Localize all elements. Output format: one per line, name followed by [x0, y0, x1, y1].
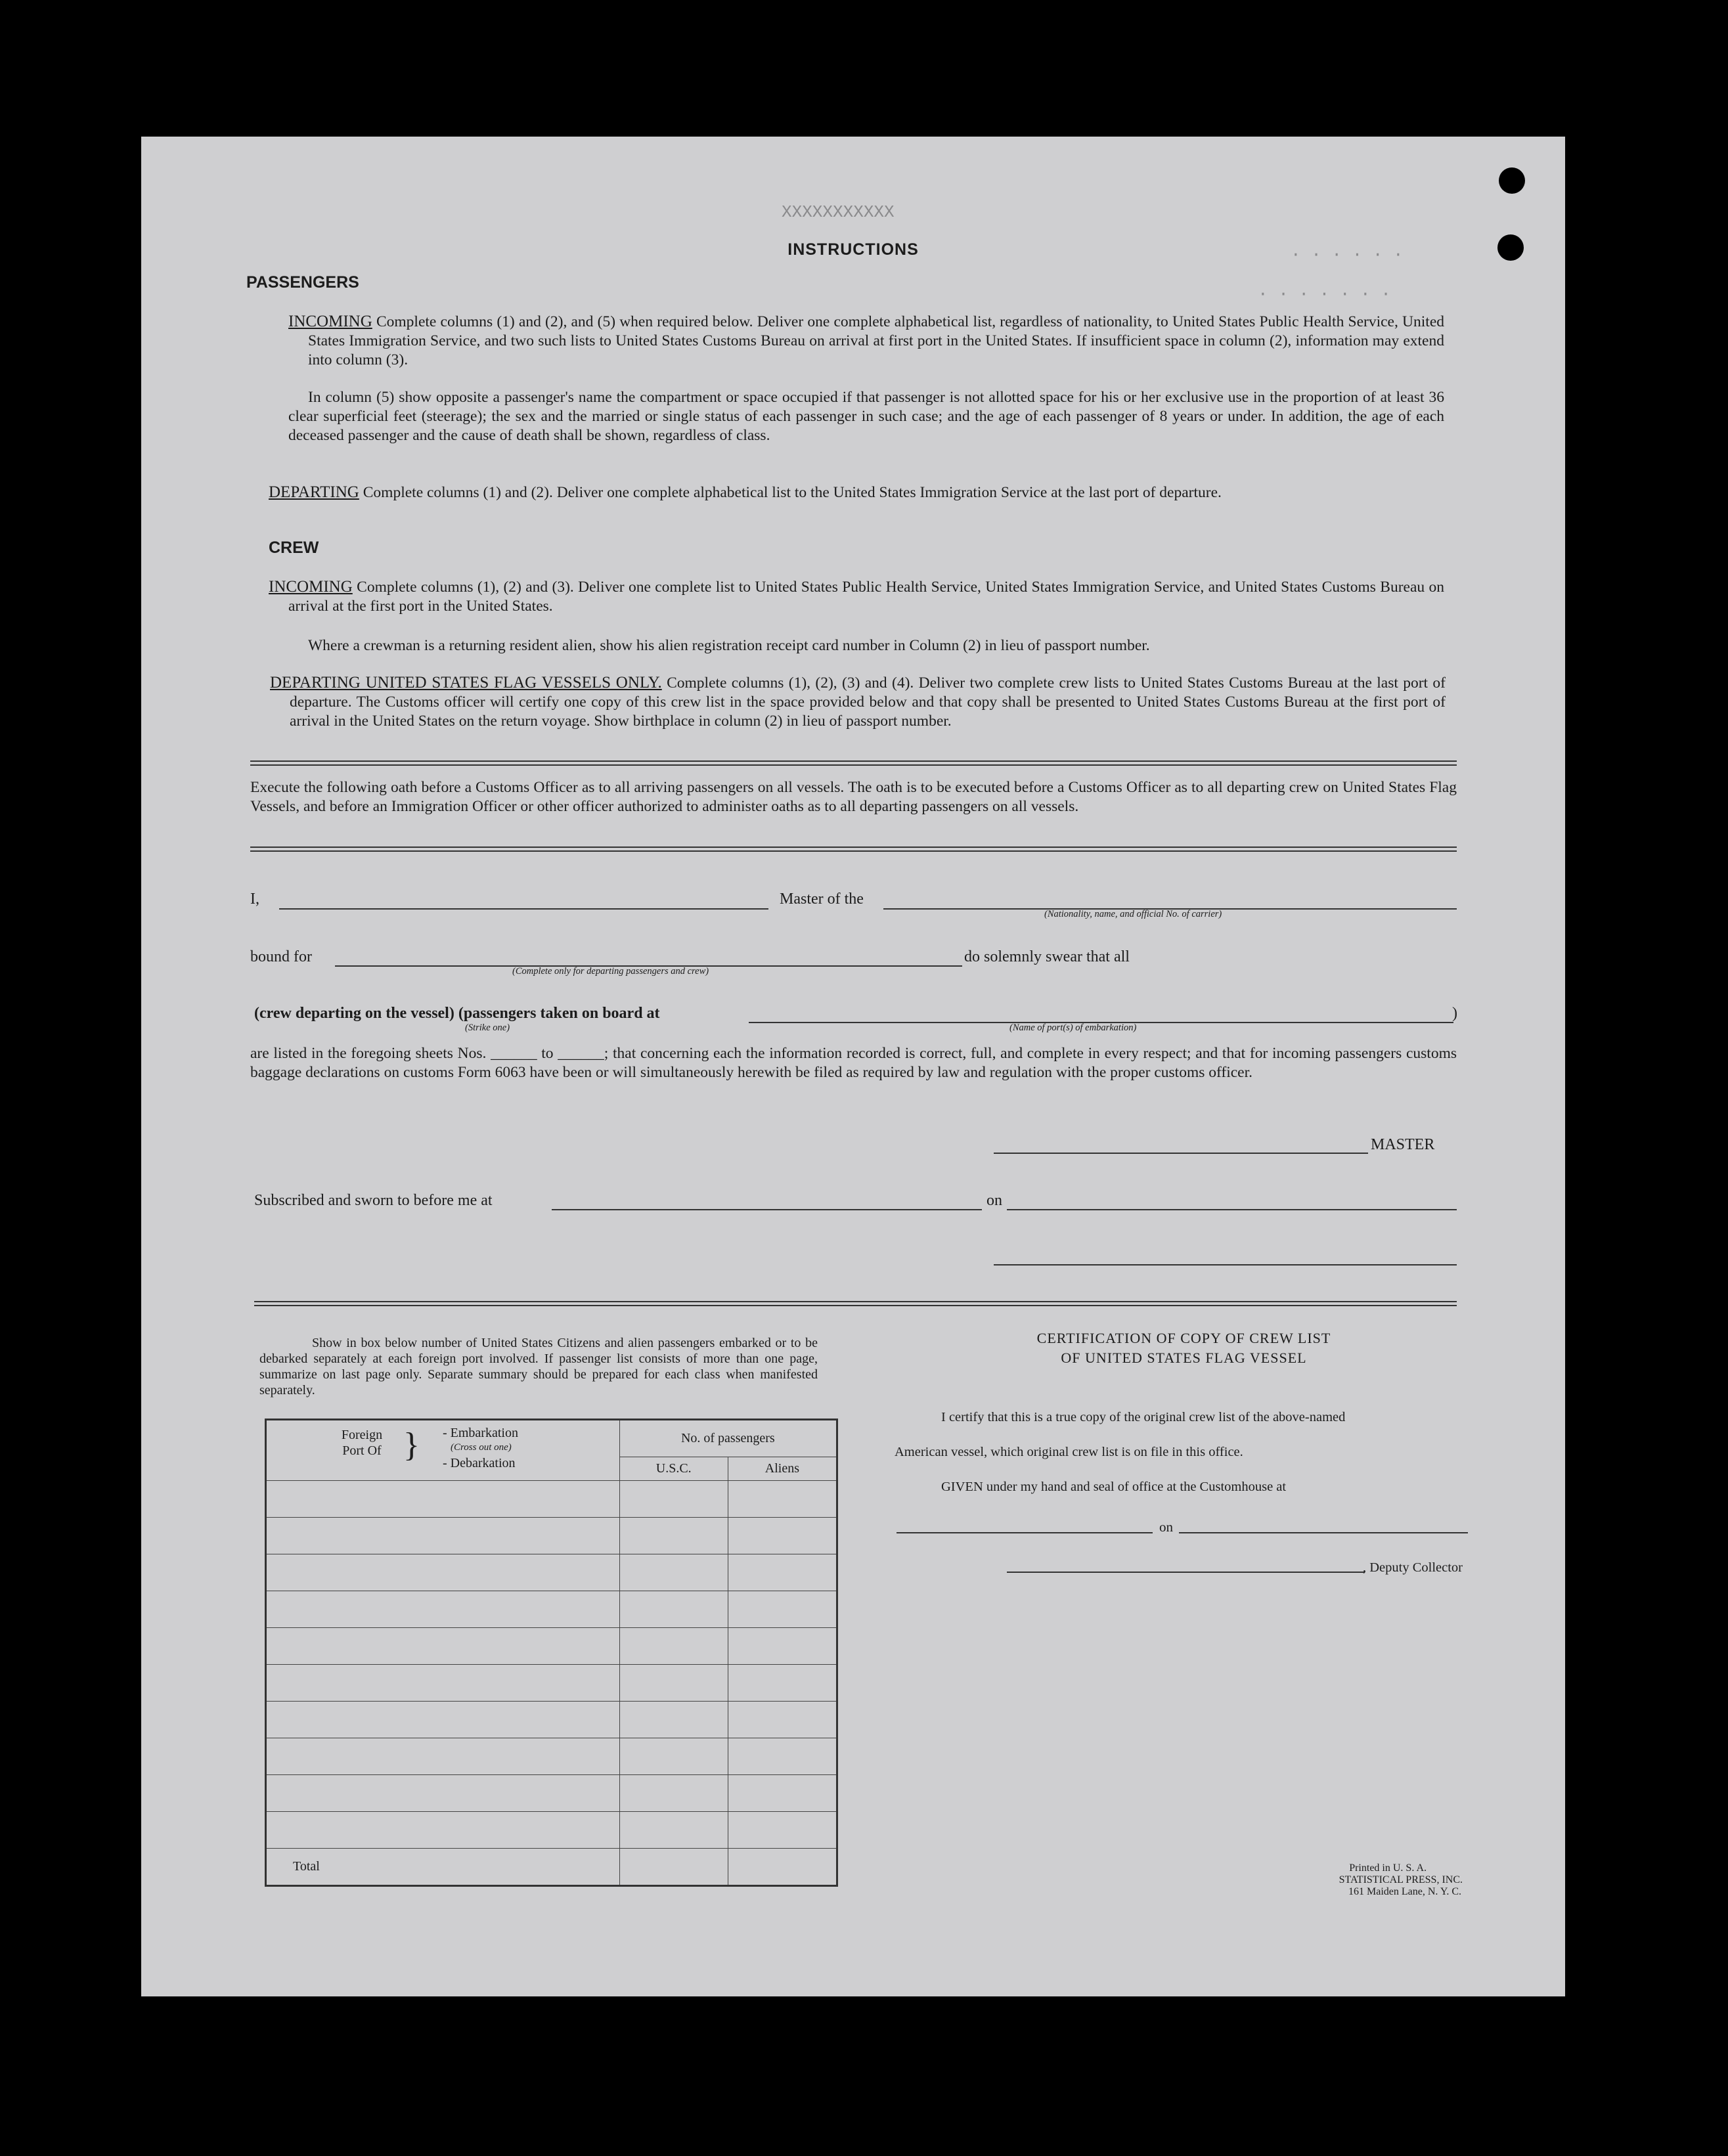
- debarkation-label: - Debarkation: [443, 1456, 516, 1470]
- section-divider: [250, 847, 1457, 848]
- no-of-passengers-header: No. of passengers: [619, 1420, 837, 1457]
- table-row: [266, 1775, 837, 1812]
- table-cell[interactable]: [266, 1665, 620, 1702]
- bleed-through-text: XXXXXXXXXXX: [782, 202, 895, 222]
- table-cell[interactable]: [619, 1628, 728, 1665]
- crew-departing-text: Complete columns (1), (2), (3) and (4). Deliver two complete crew lists to United States Customs Bureau at the last port of departure. The Customs officer will certify one copy of this crew list in the space provided below and that copy shall be presented to United States Customs Bureau at the first port of arrival in the United States on the return voyage. Show birthplace in column (2) in lieu of passport number.: [290, 674, 1446, 730]
- table-cell[interactable]: [728, 1628, 837, 1665]
- sworn-date-field[interactable]: [1007, 1209, 1457, 1210]
- master-of-the-label: Master of the: [780, 891, 864, 908]
- passengers-column5-paragraph: In column (5) show opposite a passenger's name the compartment or space occupied if that passenger is not allotted space for his or her exclusive use in the proportion of at least 36 clear superficial feet (steerage); the sex and the married or single status of each passenger in such case; and the age of each passenger of 8 years or under. In addition, the age of each deceased passenger and the cause of death shall be shown, regardless of class.: [288, 389, 1444, 444]
- crew-heading: CREW: [269, 539, 319, 557]
- table-cell[interactable]: [728, 1554, 837, 1591]
- passengers-incoming-paragraph: [288, 312, 1444, 370]
- table-cell[interactable]: [728, 1665, 837, 1702]
- sworn-place-field[interactable]: [552, 1209, 982, 1210]
- oath-i-label: I,: [250, 891, 259, 908]
- carrier-caption: (Nationality, name, and official No. of carrier): [1044, 909, 1222, 919]
- passengers-departing-paragraph: [269, 483, 1444, 502]
- subscribed-label: Subscribed and sworn to before me at: [254, 1192, 493, 1209]
- page-title: INSTRUCTIONS: [787, 240, 919, 259]
- given-line: GIVEN under my hand and seal of office at the Customhouse at: [941, 1480, 1287, 1494]
- foreign-port-of-label: Foreign Port Of: [341, 1428, 383, 1458]
- table-row: [266, 1628, 837, 1665]
- master-signature-field[interactable]: [994, 1153, 1368, 1154]
- printer-line-3: 161 Maiden Lane, N. Y. C.: [1348, 1886, 1461, 1897]
- table-row: [266, 1665, 837, 1702]
- crew-resident-paragraph: Where a crewman is a returning resident alien, show his alien registration receipt card number in Column (2) in lieu of passport number.: [308, 637, 1150, 654]
- table-row: [266, 1812, 837, 1849]
- crew-incoming-paragraph: [269, 577, 1444, 616]
- usc-header: U.S.C.: [619, 1457, 728, 1481]
- crew-departing-label: (crew departing on the vessel) (passengers taken on board at: [254, 1005, 660, 1022]
- certification-title-2: OF UNITED STATES FLAG VESSEL: [1061, 1350, 1307, 1366]
- table-cell[interactable]: [266, 1812, 620, 1849]
- table-cell[interactable]: [619, 1812, 728, 1849]
- table-cell[interactable]: [619, 1518, 728, 1554]
- table-cell[interactable]: [619, 1481, 728, 1518]
- passengers-incoming-text: Complete columns (1) and (2), and (5) when required below. Deliver one complete alphabetical list, regardless of nationality, to United States Public Health Service, United States Immigration Service, and two such lists to United States Customs Bureau on arrival at first port in the United States. If insufficient space in column (2), information may extend into column (3).: [308, 313, 1444, 368]
- total-aliens-cell[interactable]: [728, 1849, 837, 1886]
- table-row: [266, 1738, 837, 1775]
- table-cell[interactable]: [728, 1518, 837, 1554]
- table-cell[interactable]: [266, 1481, 620, 1518]
- section-divider: [250, 764, 1457, 766]
- summary-instructions: Show in box below number of United States Citizens and alien passengers embarked or to be debarked separately at each foreign port involved. If passenger list consists of more than one page, summarize on last page only. Separate summary should be prepared for each class when manifested separately.: [259, 1336, 818, 1397]
- certification-title-1: CERTIFICATION OF COPY OF CREW LIST: [1036, 1330, 1331, 1346]
- section-divider: [254, 1305, 1457, 1306]
- crew-departing-label: DEPARTING UNITED STATES FLAG VESSELS ONLY.: [270, 674, 662, 692]
- table-cell[interactable]: [728, 1481, 837, 1518]
- table-cell[interactable]: [266, 1591, 620, 1628]
- form-page: [141, 137, 1565, 1996]
- certification-date-field[interactable]: [1179, 1532, 1468, 1533]
- table-row: [266, 1481, 837, 1518]
- table-row: [266, 1554, 837, 1591]
- bleed-through-text: · · · · · ·: [1291, 245, 1404, 265]
- table-cell[interactable]: [266, 1518, 620, 1554]
- master-name-field[interactable]: [279, 908, 768, 910]
- brace-glyph: }: [403, 1426, 420, 1464]
- crew-departing-paragraph: [270, 673, 1446, 731]
- officer-signature-field[interactable]: [994, 1264, 1457, 1265]
- swear-label: do solemnly swear that all: [964, 948, 1130, 965]
- certify-line-1: I certify that this is a true copy of the original crew list of the above-named: [941, 1410, 1346, 1424]
- table-cell[interactable]: [266, 1628, 620, 1665]
- passenger-summary-table: [265, 1419, 838, 1887]
- table-cell[interactable]: [728, 1738, 837, 1775]
- section-divider: [250, 760, 1457, 762]
- certify-line-2: American vessel, which original crew list is on file in this office.: [895, 1445, 1243, 1459]
- deputy-signature-field[interactable]: [1007, 1572, 1365, 1573]
- table-cell[interactable]: [266, 1738, 620, 1775]
- port-caption: (Name of port(s) of embarkation): [1009, 1023, 1137, 1033]
- passengers-departing-text: Complete columns (1) and (2). Deliver one complete alphabetical list to the United States Immigration Service at the last port of departure.: [363, 484, 1222, 501]
- cross-out-caption: (Cross out one): [451, 1442, 512, 1453]
- table-cell[interactable]: [619, 1702, 728, 1738]
- passengers-heading: PASSENGERS: [246, 273, 359, 292]
- table-cell[interactable]: [728, 1775, 837, 1812]
- printer-line-1: Printed in U. S. A.: [1349, 1862, 1427, 1874]
- certification-on-label: on: [1159, 1519, 1173, 1535]
- printer-imprint: [1258, 1862, 1463, 1898]
- foreign-port-header: [266, 1420, 620, 1481]
- total-usc-cell[interactable]: [619, 1849, 728, 1886]
- customhouse-field[interactable]: [897, 1532, 1153, 1533]
- bleed-through-text: · · · · · · ·: [1258, 284, 1391, 304]
- embarkation-label: - Embarkation: [443, 1426, 518, 1440]
- oath-intro-paragraph: Execute the following oath before a Customs Officer as to all arriving passengers on all vessels. The oath is to be executed before a Customs Officer as to all departing crew on United States Flag Vessels, and before an Immigration Officer or other officer authorized to administer oaths as to all departing passengers on all vessels.: [250, 779, 1457, 815]
- punch-hole: [1499, 167, 1525, 194]
- table-cell[interactable]: [619, 1775, 728, 1812]
- section-divider: [250, 850, 1457, 852]
- crew-incoming-label: INCOMING: [269, 578, 353, 596]
- table-cell[interactable]: [266, 1775, 620, 1812]
- table-cell[interactable]: [728, 1702, 837, 1738]
- oath-listed-paragraph: are listed in the foregoing sheets Nos. ______ to ______; that concerning each the information recorded is correct, full, and complete in every respect; and that for incoming passengers customs baggage declarations on customs Form 6063 have been or will simultaneously herewith be filed as required by law and regulation with the proper customs officer.: [250, 1045, 1457, 1081]
- deputy-collector-label: , Deputy Collector: [1363, 1560, 1463, 1575]
- crew-incoming-text: Complete columns (1), (2) and (3). Deliver one complete list to United States Public Health Service, United States Immigration Service, and United States Customs Bureau on arrival at the first port in the United States.: [288, 579, 1444, 615]
- passengers-incoming-label: INCOMING: [288, 313, 372, 330]
- section-divider: [254, 1301, 1457, 1302]
- punch-hole: [1497, 234, 1524, 261]
- table-cell[interactable]: [619, 1591, 728, 1628]
- master-label: MASTER: [1371, 1136, 1435, 1153]
- total-row: [266, 1849, 837, 1886]
- table-row: [266, 1702, 837, 1738]
- close-paren: ): [1452, 1005, 1457, 1022]
- aliens-header: Aliens: [728, 1457, 837, 1481]
- table-cell[interactable]: [728, 1812, 837, 1849]
- table-cell[interactable]: [266, 1554, 620, 1591]
- printer-line-2: STATISTICAL PRESS, INC.: [1339, 1874, 1463, 1885]
- passengers-departing-label: DEPARTING: [269, 483, 359, 501]
- strike-one-caption: (Strike one): [465, 1023, 510, 1033]
- table-cell[interactable]: [619, 1665, 728, 1702]
- table-cell[interactable]: [728, 1591, 837, 1628]
- bound-for-label: bound for: [250, 948, 312, 965]
- table-cell[interactable]: [619, 1554, 728, 1591]
- bound-for-caption: (Complete only for departing passengers and crew): [512, 966, 709, 977]
- table-cell[interactable]: [619, 1738, 728, 1775]
- total-label: Total: [266, 1849, 620, 1886]
- table-row: [266, 1591, 837, 1628]
- table-row: [266, 1518, 837, 1554]
- sworn-on-label: on: [986, 1192, 1002, 1209]
- table-cell[interactable]: [266, 1702, 620, 1738]
